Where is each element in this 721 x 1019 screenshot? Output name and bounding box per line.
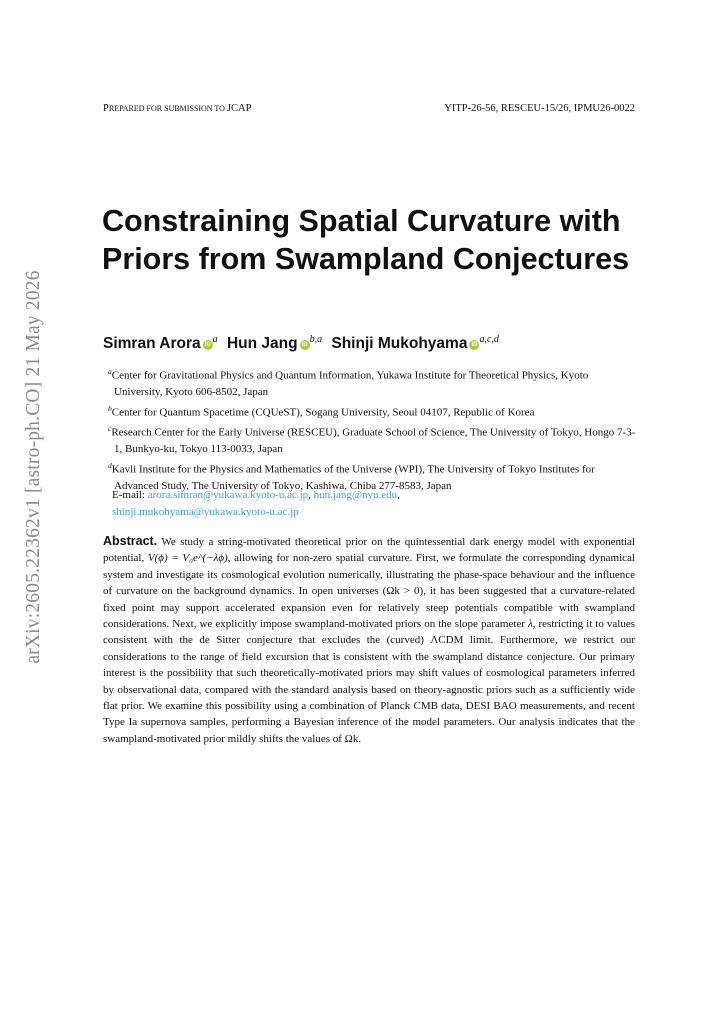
abstract (103, 533, 635, 747)
email-link[interactable]: arora.simran@yukawa.kyoto-u.ac.jp (147, 489, 309, 501)
potential-formula: V(ϕ) = V₀e^(−λϕ) (147, 552, 228, 565)
omega-k-symbol: Ωk (344, 732, 359, 745)
abstract-text: ), it has been suggested that a curvature-related fixed point may support accelerated expansion even for relatively steep potentials compatible with swampland considerations. Next, we explicitly impose swampland-motivated priors on the slope parameter (103, 585, 635, 631)
affiliation-item (108, 364, 638, 401)
journal-name: JCAP (226, 103, 252, 114)
page-header (103, 103, 635, 119)
affiliation-marker: b (108, 403, 112, 413)
author-arora (103, 335, 218, 352)
abstract-text: , allowing for non-zero spatial curvature. First, we formulate the corresponding dynamical system and investigate its cosmological evolution numerically, illustrating the phase-space behaviour and the influence of curvature on the background dynamics. In open universes ( (103, 552, 635, 598)
orcid-icon[interactable]: iD (471, 342, 478, 348)
orcid-icon[interactable]: iD (301, 342, 308, 348)
affiliation-item (108, 421, 638, 458)
affiliation-list (108, 364, 638, 495)
affiliation-marker: c (108, 424, 112, 434)
arxiv-identifier: arXiv:2605.22362v1 [astro-ph.CO] 21 May 2026 (23, 270, 44, 664)
author-mukohyama (331, 335, 499, 352)
paper-title (102, 202, 662, 278)
affiliation-marker: d (108, 460, 112, 470)
journal-note-initial: P (103, 103, 109, 114)
author-name: Simran Arora (103, 335, 201, 352)
author-affiliation-marker: a,c,d (479, 334, 499, 345)
author-affiliation-marker: b,a (309, 334, 323, 345)
author-list (103, 334, 643, 353)
affiliation-text: Research Center for the Early Universe (RESCEU), Graduate School of Science, The University of Tokyo, Hongo 7-3-1, Bunkyo-ku, Tokyo 113-0033, Japan (111, 426, 636, 456)
affiliation-text: Center for Gravitational Physics and Quantum Information, Yukawa Institute for Theoretical Physics, Kyoto University, Kyoto 606-8502, Japan (111, 369, 589, 399)
abstract-text: , restricting it to values consistent with the de Sitter conjecture that excludes the (curved) ΛCDM limit. Furthermore, we restrict our considerations to the range of field excursion that is consistent with the swampland distance conjecture. Our primary interest is the possibility that such theoretically-motivated priors may shift values of cosmological parameters inferred by observational data, compared with the standard analysis based on theory-agnostic priors such as a sufficiently wide flat prior. We examine this possibility using a combination of Planck CMB data, DESI BAO measurements, and recent Type Ia supernova samples, performing a Bayesian inference of the model parameters. Our analysis indicates that the swampland-motivated prior mildly shifts the values of (103, 618, 635, 745)
email-separator: , (308, 489, 314, 501)
affiliation-text: Kavli Institute for the Physics and Mathematics of the Universe (WPI), The University of Tokyo Institutes for Advanced Study, The University of Tokyo, Kashiwa, Chiba 277-8583, Japan (111, 463, 595, 493)
journal-note (103, 103, 251, 114)
author-name: Shinji Mukohyama (331, 335, 468, 352)
email-link[interactable]: hun.jang@nyu.edu (313, 489, 398, 501)
author-jang (227, 335, 322, 352)
abstract-label: Abstract. (103, 534, 158, 548)
author-affiliation-marker: a (212, 334, 218, 345)
orcid-icon[interactable]: iD (204, 342, 211, 348)
email-link[interactable]: shinji.mukohyama@yukawa.kyoto-u.ac.jp (112, 505, 299, 518)
preprint-numbers: YITP-26-56, RESCEU-15/26, IPMU26-0022 (444, 103, 635, 114)
affiliation-text: Center for Quantum Spacetime (CQUeST), Sogang University, Seoul 04107, Republic of Korea (111, 406, 535, 419)
paper-title-line-1: Constraining Spatial Curvature with (102, 204, 621, 238)
email-separator: , (397, 489, 400, 501)
arxiv-sidebar-stamp (14, 258, 54, 676)
paper-title-line-2: Priors from Swampland Conjectures (102, 242, 630, 276)
affiliation-item (108, 401, 638, 421)
journal-note-smallcaps: REPARED FOR SUBMISSION TO (108, 104, 227, 113)
email-block (112, 487, 632, 520)
affiliation-marker: a (108, 367, 112, 376)
author-name: Hun Jang (226, 335, 298, 352)
email-label: E-mail: (112, 489, 148, 501)
open-universe-condition: Ωk > 0 (386, 585, 420, 598)
abstract-text: . (358, 732, 362, 745)
lambda-symbol: λ (527, 618, 533, 631)
abstract-text: We study a string-motivated theoretical prior on the quintessential dark energy model with exponential potential, (103, 536, 635, 565)
